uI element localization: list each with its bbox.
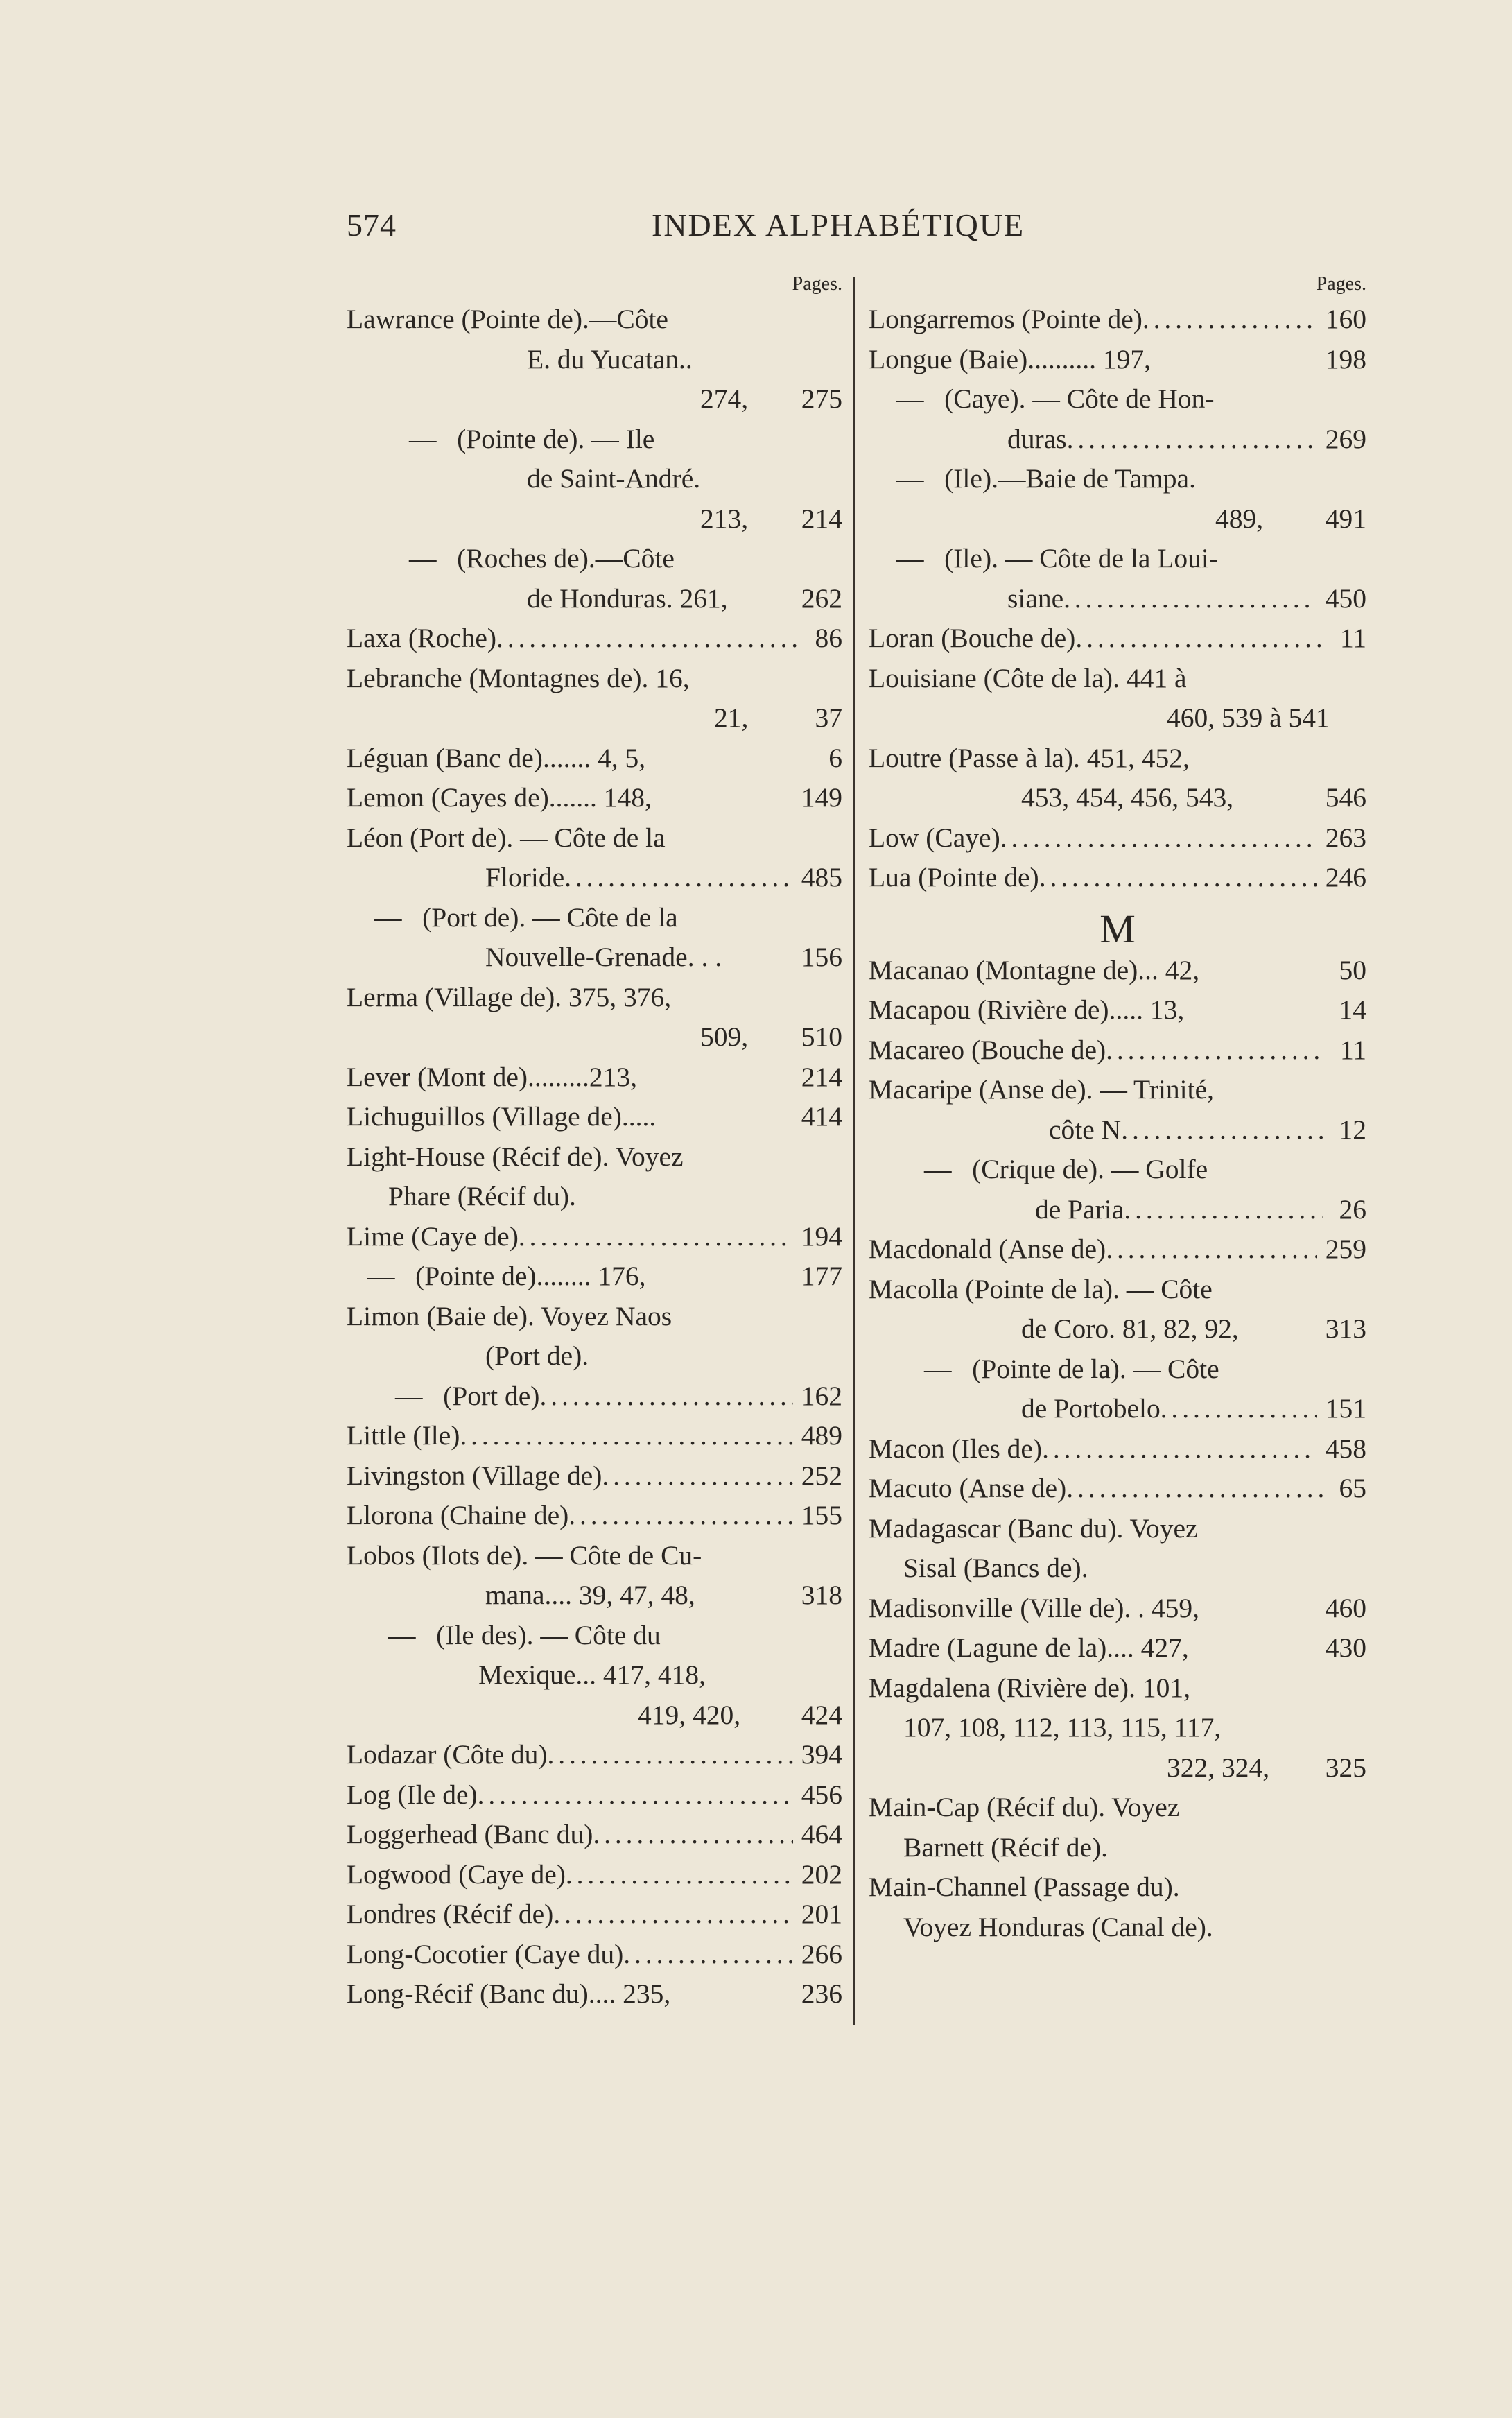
index-entry-line — [347, 1775, 842, 1815]
entry-text: (Port de). — [485, 1340, 589, 1371]
index-entry-line — [347, 1735, 842, 1775]
entry-text: Limon (Baie de). Voyez Naos — [347, 1300, 672, 1331]
entry-text: — (Pointe de)........ 176, — [367, 1261, 646, 1291]
leader-dots — [1142, 300, 1317, 340]
entry-page-number: 313 — [1325, 1313, 1366, 1344]
index-entry-list — [869, 951, 1366, 1948]
index-column-left — [347, 269, 842, 2014]
index-entry-line — [869, 659, 1366, 699]
entry-page-number: 194 — [801, 1220, 842, 1252]
index-entry-line — [869, 340, 1366, 380]
entry-page-number: 214 — [801, 1061, 842, 1092]
index-entry-line — [869, 1668, 1366, 1709]
index-entry-line — [347, 1097, 842, 1137]
index-entry-line — [869, 619, 1366, 659]
entry-text: Laxa (Roche) — [347, 623, 497, 653]
leader-dots — [1066, 1469, 1323, 1509]
entry-text: Logwood (Caye de) — [347, 1858, 566, 1890]
entry-text: 509, — [700, 1021, 749, 1052]
index-entry-line — [869, 1110, 1366, 1150]
entry-page-number: 155 — [801, 1500, 842, 1530]
entry-text: Loutre (Passe à la). 451, 452, — [869, 742, 1190, 773]
entry-text: 460, 539 à 541 — [1167, 702, 1330, 733]
entry-page-number: 50 — [1339, 954, 1366, 985]
entry-page-number: 86 — [815, 623, 842, 653]
index-entry-line — [869, 579, 1366, 619]
pages-column-label: Pages. — [792, 273, 842, 295]
entry-text: Loggerhead (Banc du) — [347, 1819, 593, 1849]
index-entry-line — [869, 1309, 1366, 1349]
entry-text: 322, 324, — [1167, 1752, 1270, 1783]
entry-page-number: 489 — [801, 1420, 842, 1451]
entry-page-number: 65 — [1339, 1473, 1366, 1503]
index-column-right — [869, 269, 1366, 1947]
index-entry-line — [347, 1177, 842, 1217]
section-letter-heading: M — [1100, 906, 1136, 951]
index-entry-line — [869, 539, 1366, 579]
index-entry-line — [347, 698, 842, 739]
leader-dots — [548, 1735, 793, 1775]
index-entry-line — [869, 1628, 1366, 1668]
index-entry-line — [869, 379, 1366, 420]
index-entry-line — [869, 1708, 1366, 1748]
entry-text: Lime (Caye de) — [347, 1220, 519, 1252]
entry-text: Lebranche (Montagnes de). 16, — [347, 662, 690, 693]
entry-text: Macaripe (Anse de). — Trinité, — [869, 1074, 1215, 1105]
entry-text: Magdalena (Rivière de). 101, — [869, 1672, 1190, 1703]
entry-page-number: 430 — [1325, 1632, 1366, 1663]
leader-dots — [593, 1815, 792, 1855]
running-title: INDEX ALPHABÉTIQUE — [652, 207, 1025, 243]
index-entry-line — [347, 1416, 842, 1456]
index-entry-line — [869, 1150, 1366, 1190]
index-entry-line — [347, 1935, 842, 1975]
index-entry-line — [347, 1257, 842, 1297]
index-entry-line — [869, 1469, 1366, 1509]
entry-page-number: 162 — [801, 1380, 842, 1411]
leader-dots — [566, 1855, 793, 1895]
entry-text: de Paria — [1035, 1193, 1124, 1225]
entry-text: 107, 108, 112, 113, 115, 117, — [903, 1712, 1222, 1743]
index-entry-list — [869, 300, 1366, 898]
index-entry-line — [347, 499, 842, 539]
entry-text: Lerma (Village de). 375, 376, — [347, 981, 672, 1012]
entry-text: E. du Yucatan.. — [527, 343, 693, 374]
index-entry-line — [869, 1548, 1366, 1589]
entry-text: Floride — [485, 862, 565, 892]
entry-page-number: 485 — [801, 862, 842, 892]
entry-page-number: 214 — [801, 503, 842, 534]
column-divider — [853, 277, 855, 2025]
entry-text: Little (Ile) — [347, 1420, 460, 1451]
entry-text: Madisonville (Ville de). . 459, — [869, 1592, 1200, 1623]
entry-text: Lemon (Cayes de)....... 148, — [347, 782, 652, 813]
index-entry-line — [869, 858, 1366, 898]
entry-text: Long-Récif (Banc du).... 235, — [347, 1978, 671, 2009]
entry-text: Londres (Récif de) — [347, 1899, 554, 1929]
entry-text: Loran (Bouche de) — [869, 623, 1076, 653]
index-entry-line — [869, 818, 1366, 858]
index-entry-line — [347, 1376, 842, 1417]
index-entry-line — [347, 938, 842, 978]
entry-page-number: 236 — [801, 1978, 842, 2009]
entry-page-number: 269 — [1325, 423, 1366, 454]
leader-dots — [1124, 1190, 1323, 1230]
index-entry-line — [347, 340, 842, 380]
entry-text: Lodazar (Côte du) — [347, 1739, 548, 1770]
index-entry-line — [347, 539, 842, 579]
index-entry-line — [347, 1137, 842, 1177]
entry-text: de Portobelo — [1021, 1393, 1161, 1424]
entry-page-number: 394 — [801, 1739, 842, 1770]
index-entry-line — [869, 778, 1366, 818]
index-entry-line — [347, 1297, 842, 1337]
index-entry-line — [347, 1855, 842, 1895]
entry-text: — (Ile). — Côte de la Loui- — [896, 543, 1218, 573]
index-entry-line — [347, 1217, 842, 1257]
leader-dots — [1106, 1229, 1317, 1270]
index-entry-line — [869, 1190, 1366, 1230]
leader-dots — [1042, 1429, 1317, 1469]
entry-page-number: 460 — [1325, 1592, 1366, 1623]
entry-text: duras — [1007, 423, 1067, 454]
index-entry-line — [347, 619, 842, 659]
entry-text: Macon (Iles de) — [869, 1433, 1043, 1464]
index-entry-line — [347, 1695, 842, 1736]
index-entry-line — [347, 1974, 842, 2014]
index-entry-line — [347, 659, 842, 699]
entry-page-number: 14 — [1339, 994, 1366, 1025]
leader-dots — [568, 1496, 792, 1536]
index-entry-line — [347, 1616, 842, 1656]
entry-text: Barnett (Récif de). — [903, 1831, 1109, 1863]
entry-text: Lever (Mont de).........213, — [347, 1061, 638, 1092]
leader-dots — [1000, 818, 1317, 858]
index-entry-line — [347, 420, 842, 460]
entry-text: Louisiane (Côte de la). 441 à — [869, 662, 1187, 693]
entry-page-number: 259 — [1325, 1234, 1366, 1264]
leader-dots — [1067, 420, 1317, 460]
entry-page-number: 6 — [828, 742, 842, 773]
entry-text: mana.... 39, 47, 48, — [485, 1580, 695, 1610]
entry-page-number: 201 — [801, 1899, 842, 1929]
entry-text: Lichuguillos (Village de)..... — [347, 1101, 657, 1132]
entry-page-number: 11 — [1339, 1034, 1366, 1065]
entry-text: de Saint-André. — [527, 463, 701, 494]
entry-text: de Coro. 81, 82, 92, — [1021, 1313, 1239, 1344]
index-entry-line — [347, 459, 842, 499]
index-entry-line — [347, 1456, 842, 1496]
entry-page-number: 177 — [801, 1261, 842, 1291]
leader-dots — [1161, 1389, 1317, 1429]
leader-dots — [1075, 619, 1323, 659]
entry-text: Macolla (Pointe de la). — Côte — [869, 1273, 1213, 1304]
entry-page-number: 37 — [815, 702, 842, 733]
entry-page-number: 318 — [801, 1580, 842, 1610]
index-entry-line — [347, 1575, 842, 1616]
index-entry-line — [869, 300, 1366, 340]
index-entry-list — [347, 300, 842, 2014]
index-entry-line — [347, 1815, 842, 1855]
entry-text: Sisal (Bancs de). — [903, 1553, 1088, 1583]
entry-text: 489, — [1215, 503, 1264, 534]
entry-page-number: 156 — [801, 942, 842, 972]
leader-dots — [602, 1456, 792, 1496]
entry-text: — (Pointe de la). — Côte — [924, 1353, 1219, 1384]
entry-page-number: 458 — [1325, 1433, 1366, 1464]
entry-page-number: 424 — [801, 1699, 842, 1730]
entry-text: Longarremos (Pointe de) — [869, 304, 1142, 334]
entry-page-number: 546 — [1325, 782, 1366, 813]
entry-page-number: 510 — [801, 1021, 842, 1052]
pages-column-label: Pages. — [1316, 273, 1366, 295]
index-entry-line — [347, 1536, 842, 1576]
entry-text: Log (Ile de) — [347, 1779, 478, 1810]
index-entry-line — [869, 1229, 1366, 1270]
entry-text: 419, 420, — [638, 1699, 741, 1730]
entry-text: — (Ile).—Baie de Tampa. — [896, 463, 1196, 494]
leader-dots — [496, 619, 799, 659]
index-entry-line — [347, 579, 842, 619]
entry-page-number: 266 — [801, 1938, 842, 1969]
entry-text: Léguan (Banc de)....... 4, 5, — [347, 742, 646, 773]
index-entry-line — [869, 1270, 1366, 1310]
leader-dots — [478, 1775, 793, 1815]
index-entry-line — [869, 1349, 1366, 1390]
entry-page-number: 149 — [801, 782, 842, 813]
index-entry-line — [347, 898, 842, 938]
index-entry-line — [347, 1336, 842, 1376]
index-entry-line — [869, 1788, 1366, 1828]
entry-text: — (Pointe de). — Ile — [409, 423, 655, 454]
entry-text: Lua (Pointe de) — [869, 862, 1039, 892]
entry-text: — (Caye). — Côte de Hon- — [896, 383, 1215, 414]
entry-text: Voyez Honduras (Canal de). — [903, 1911, 1213, 1942]
entry-text: 453, 454, 456, 543, — [1021, 782, 1234, 813]
index-entry-line — [869, 420, 1366, 460]
entry-text: — (Crique de). — Golfe — [924, 1154, 1208, 1184]
entry-text: Macanao (Montagne de)... 42, — [869, 954, 1200, 985]
index-entry-line — [347, 978, 842, 1018]
index-entry-line — [869, 1748, 1366, 1788]
index-entry-line — [869, 499, 1366, 539]
entry-text: Light-House (Récif de). Voyez — [347, 1141, 684, 1172]
index-entry-line — [347, 778, 842, 818]
entry-page-number: 198 — [1325, 343, 1366, 374]
entry-text: Main-Channel (Passage du). — [869, 1872, 1180, 1902]
entry-text: Longue (Baie).......... 197, — [869, 343, 1151, 374]
entry-page-number: 151 — [1325, 1393, 1366, 1424]
index-entry-line — [347, 1496, 842, 1536]
entry-text: — (Port de) — [395, 1380, 540, 1411]
index-entry-line — [347, 1017, 842, 1057]
leader-dots — [539, 1376, 792, 1417]
entry-text: 213, — [700, 503, 749, 534]
entry-page-number: 11 — [1339, 623, 1366, 653]
index-entry-line — [869, 1070, 1366, 1110]
entry-text: Main-Cap (Récif du). Voyez — [869, 1792, 1180, 1822]
index-entry-line — [869, 1429, 1366, 1469]
entry-page-number: 450 — [1325, 582, 1366, 614]
entry-text: Lawrance (Pointe de).—Côte — [347, 304, 668, 334]
entry-page-number: 12 — [1339, 1114, 1366, 1145]
entry-text: Macdonald (Anse de) — [869, 1234, 1106, 1264]
leader-dots — [553, 1894, 792, 1935]
leader-dots — [564, 858, 793, 898]
entry-page-number: 246 — [1325, 862, 1366, 892]
entry-text: — (Roches de).—Côte — [409, 543, 675, 573]
entry-page-number: 414 — [801, 1101, 842, 1132]
index-entry-line — [347, 818, 842, 858]
index-entry-line — [347, 739, 842, 779]
entry-text: Phare (Récif du). — [388, 1181, 576, 1211]
entry-page-number: 491 — [1325, 503, 1366, 534]
index-entry-line — [869, 1867, 1366, 1908]
entry-text: Macareo (Bouche de) — [869, 1034, 1106, 1065]
entry-text: Madagascar (Banc du). Voyez — [869, 1512, 1198, 1544]
entry-text: Low (Caye) — [869, 822, 1000, 853]
index-entry-line — [869, 1030, 1366, 1071]
leader-dots — [460, 1416, 792, 1456]
index-entry-line — [869, 459, 1366, 499]
entry-page-number: 263 — [1325, 822, 1366, 853]
entry-page-number: 456 — [801, 1779, 842, 1810]
index-entry-line — [869, 698, 1366, 739]
entry-page-number: 464 — [801, 1819, 842, 1849]
entry-text: Llorona (Chaine de) — [347, 1500, 569, 1530]
entry-text: Livingston (Village de) — [347, 1460, 602, 1491]
entry-page-number: 202 — [801, 1858, 842, 1890]
index-entry-line — [869, 1509, 1366, 1549]
entry-text: Nouvelle-Grenade. . . — [485, 942, 722, 972]
leader-dots — [1121, 1110, 1323, 1150]
entry-text: de Honduras. 261, — [527, 582, 728, 614]
entry-text: Lobos (Ilots de). — Côte de Cu- — [347, 1539, 702, 1571]
index-entry-line — [869, 1589, 1366, 1629]
entry-text: Mexique... 417, 418, — [478, 1659, 706, 1690]
index-entry-line — [347, 858, 842, 898]
entry-text: 21, — [714, 702, 749, 733]
entry-page-number: 262 — [801, 582, 842, 614]
index-entry-line — [869, 1908, 1366, 1948]
entry-page-number: 325 — [1325, 1752, 1366, 1783]
index-entry-line — [869, 739, 1366, 779]
entry-page-number: 275 — [801, 383, 842, 414]
index-entry-line — [347, 1655, 842, 1695]
index-entry-line — [347, 379, 842, 420]
leader-dots — [519, 1217, 793, 1257]
index-entry-line — [347, 300, 842, 340]
index-entry-line — [869, 990, 1366, 1030]
entry-text: — (Ile des). — Côte du — [388, 1619, 661, 1650]
entry-page-number: 160 — [1325, 304, 1366, 334]
entry-text: Madre (Lagune de la).... 427, — [869, 1632, 1189, 1663]
entry-text: Macuto (Anse de) — [869, 1473, 1067, 1503]
entry-text: côte N — [1049, 1114, 1122, 1145]
leader-dots — [623, 1935, 792, 1975]
index-entry-line — [869, 951, 1366, 991]
entry-text: Long-Cocotier (Caye du) — [347, 1938, 624, 1969]
entry-text: Macapou (Rivière de)..... 13, — [869, 994, 1185, 1025]
index-entry-line — [869, 1389, 1366, 1429]
index-entry-line — [347, 1894, 842, 1935]
leader-dots — [1063, 579, 1317, 619]
leader-dots — [1106, 1030, 1323, 1071]
entry-text: siane — [1007, 582, 1064, 614]
entry-text: — (Port de). — Côte de la — [374, 901, 678, 933]
entry-text: Léon (Port de). — Côte de la — [347, 822, 666, 853]
entry-text: 274, — [700, 383, 749, 414]
leader-dots — [1039, 858, 1317, 898]
page-number: 574 — [347, 207, 397, 243]
entry-page-number: 252 — [801, 1460, 842, 1491]
index-entry-line — [869, 1828, 1366, 1868]
index-entry-line — [347, 1057, 842, 1098]
entry-page-number: 26 — [1339, 1193, 1366, 1225]
